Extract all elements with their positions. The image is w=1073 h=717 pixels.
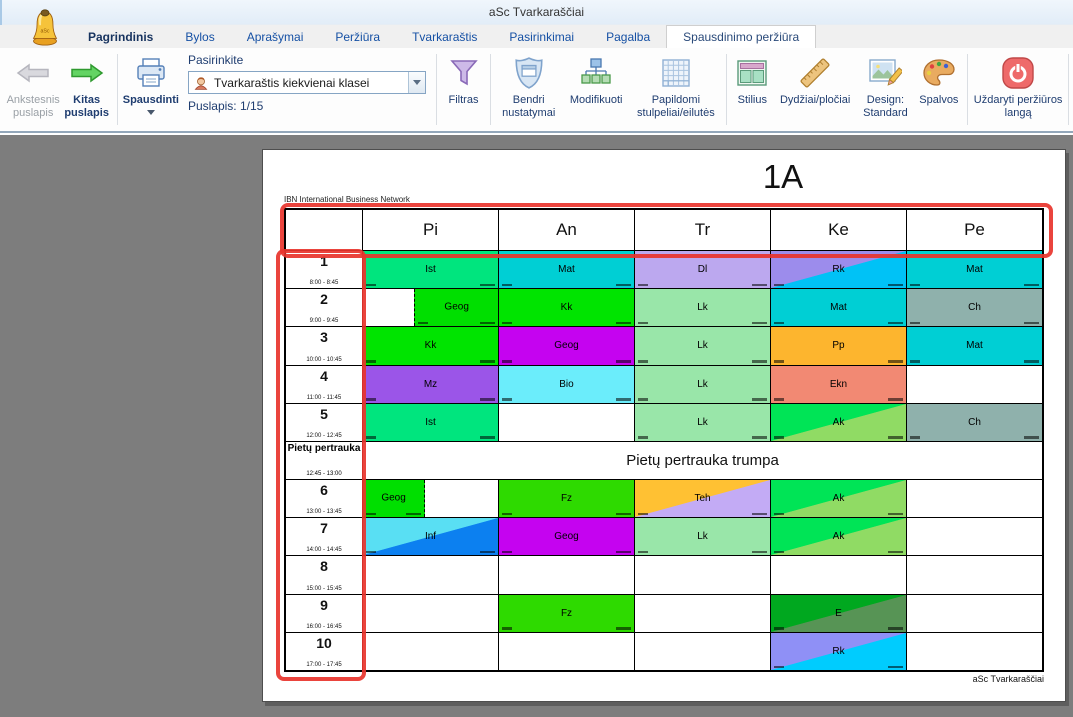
period-time: 17:00 - 17:45 <box>306 662 342 668</box>
subject-label: Geog <box>554 340 579 352</box>
choose-label: Pasirinkite <box>187 53 244 67</box>
timetable-cell-bio <box>499 366 634 403</box>
cell-detail-text <box>366 436 376 439</box>
cell-detail-text <box>366 284 376 287</box>
timetable-cell-fz <box>499 480 634 517</box>
period-time: 14:00 - 14:45 <box>306 547 342 554</box>
cell-detail-text <box>774 551 784 554</box>
period-time: 12:00 - 12:45 <box>306 432 342 439</box>
shield-icon <box>513 55 545 91</box>
cell-detail-text <box>616 322 631 325</box>
cell-detail-text <box>1024 284 1039 287</box>
period-number: 1 <box>320 253 328 269</box>
cell-detail-text <box>910 360 920 363</box>
cell-detail-text <box>502 627 512 630</box>
design-button[interactable] <box>856 52 914 131</box>
cell-detail-text <box>752 436 767 439</box>
timetable-cell-empty <box>771 556 906 593</box>
svg-text:aSc: aSc <box>40 28 50 35</box>
person-icon <box>193 75 209 91</box>
report-select-arrow-button[interactable] <box>408 72 425 93</box>
period-number: 10 <box>316 634 332 651</box>
timetable-cell-teh <box>635 480 770 517</box>
subject-label: E <box>835 607 842 619</box>
timetable-cell-ak <box>771 404 906 441</box>
tab-pagrindinis[interactable]: Pagrindinis <box>88 30 154 44</box>
print-label: Spausdinti <box>122 94 179 106</box>
period-number: 5 <box>320 405 328 422</box>
cell-detail-text <box>1024 436 1039 439</box>
period-time: 15:00 - 15:45 <box>306 585 342 592</box>
subject-label: Fz <box>560 493 573 505</box>
window-title: aSc Tvarkaraščiai <box>488 5 585 19</box>
cell-detail-text <box>502 398 512 401</box>
cell-detail-text <box>638 284 648 287</box>
cell-detail-text <box>502 551 512 554</box>
tab-peržiūra[interactable]: Peržiūra <box>335 30 381 44</box>
colors-label: Spalvos <box>919 94 959 106</box>
timetable-cell-lk <box>635 518 770 555</box>
timetable-cell-empty <box>907 556 1042 593</box>
cell-detail-text <box>480 360 495 363</box>
ribbon-tab-bar <box>0 25 1073 48</box>
timetable-cell-empty <box>907 595 1042 632</box>
timetable-cell-empty <box>363 633 498 670</box>
subject-label: Geog <box>554 531 579 543</box>
timetable-cell-rk <box>771 633 906 670</box>
timetable-cell-empty <box>363 595 498 632</box>
timetable-cell-mat <box>771 289 906 326</box>
filter-button[interactable] <box>441 52 486 131</box>
arrow-right-icon <box>68 55 106 91</box>
period-time: 11:00 - 11:45 <box>306 394 342 401</box>
cell-detail-text <box>774 322 784 325</box>
timetable-cell-geog <box>499 327 634 364</box>
cell-detail-text <box>502 284 512 287</box>
half-cell <box>363 480 425 517</box>
next-page-button[interactable] <box>60 52 113 131</box>
day-header-pi: Pi <box>363 210 498 250</box>
subject-label: Ekn <box>829 378 848 390</box>
ribbon-separator <box>1068 54 1069 125</box>
subject-label: Ak <box>832 493 845 505</box>
timetable-cell-empty <box>499 556 634 593</box>
timetable-cell-empty <box>907 480 1042 517</box>
cell-detail-text <box>480 436 495 439</box>
cell-detail-text <box>502 360 512 363</box>
cell-detail-text <box>888 436 903 439</box>
subject-label: Kk <box>424 340 437 352</box>
timetable-cell-empty <box>499 633 634 670</box>
cell-detail-text <box>774 436 784 439</box>
cell-detail-text <box>752 513 767 516</box>
report-select-value: Tvarkaraštis kiekvienai klasei <box>213 75 370 90</box>
timetable-cell-ch <box>907 404 1042 441</box>
subject-label: Mz <box>423 378 438 390</box>
subject-label: Lk <box>697 302 708 314</box>
subject-label: Fz <box>560 607 573 619</box>
lunch-label: Pietų pertrauka <box>287 442 361 454</box>
school-name: IBN International Business Network <box>284 195 410 204</box>
colors-button[interactable] <box>915 52 964 131</box>
close-preview-label: Uždaryti peržiūros langą <box>973 94 1063 119</box>
sizes-label: Dydžiai/pločiai <box>779 94 851 106</box>
cell-detail-text <box>752 284 767 287</box>
extra-columns-label: Papildomi stulpeliai/eilutės <box>637 94 715 119</box>
arrow-left-icon <box>14 55 52 91</box>
timetable-cell-empty <box>635 595 770 632</box>
cell-detail-text <box>616 513 631 516</box>
palette-icon <box>922 55 956 91</box>
cell-detail-text <box>888 398 903 401</box>
ribbon-separator <box>490 54 491 125</box>
timetable-cell-pp <box>771 327 906 364</box>
power-icon <box>1001 55 1035 91</box>
print-dropdown-caret[interactable] <box>147 110 155 115</box>
tab-spausdinimo-peržiūra[interactable]: Spausdinimo peržiūra <box>666 25 816 48</box>
cell-detail-text <box>480 284 495 287</box>
filter-label: Filtras <box>448 94 479 106</box>
period-number: 8 <box>320 558 328 575</box>
page-indicator: Puslapis: 1/15 <box>187 99 264 113</box>
timetable-cell-e <box>771 595 906 632</box>
extra-columns-button[interactable] <box>630 52 722 131</box>
subject-label: Mat <box>966 264 983 276</box>
cell-detail-text <box>888 513 903 516</box>
cell-detail-text <box>888 322 903 325</box>
cell-detail-text <box>1024 322 1039 325</box>
timetable <box>284 208 1044 672</box>
subject-label: Inf <box>424 531 437 543</box>
period-number: 3 <box>320 329 328 346</box>
cell-detail-text <box>910 284 920 287</box>
preview-footer: aSc Tvarkaraščiai <box>972 674 1044 684</box>
modify-button[interactable] <box>562 52 630 131</box>
cell-detail-text <box>774 360 784 363</box>
cell-detail-text <box>480 551 495 554</box>
subject-label: Kk <box>560 302 573 314</box>
period-number: 9 <box>320 596 328 613</box>
subject-label: Rk <box>832 264 845 276</box>
lunch-row: Pietų pertrauka trumpa <box>363 442 1042 479</box>
layout-icon <box>736 55 768 91</box>
cell-detail-text <box>638 322 648 325</box>
period-time: 9:00 - 9:45 <box>309 318 339 325</box>
day-header-pe: Pe <box>907 210 1042 250</box>
subject-label: Lk <box>697 416 708 428</box>
subject-label: Ak <box>832 531 845 543</box>
style-button[interactable] <box>731 52 774 131</box>
period-number: 6 <box>320 482 328 499</box>
cell-detail-text <box>888 284 903 287</box>
period-number: 7 <box>320 520 328 537</box>
design-label: Design: Standard <box>863 94 908 119</box>
day-header-ke: Ke <box>771 210 906 250</box>
ribbon-toolbar <box>0 48 1073 133</box>
ribbon-separator <box>967 54 968 125</box>
day-header-tr: Tr <box>635 210 770 250</box>
previous-page-button[interactable] <box>6 52 60 131</box>
cell-detail-text <box>616 284 631 287</box>
subject-label: Ak <box>832 416 845 428</box>
timetable-cell-lk <box>635 289 770 326</box>
timetable-cell-empty <box>635 633 770 670</box>
subject-label: Lk <box>697 340 708 352</box>
cell-detail-text <box>366 513 376 516</box>
print-button[interactable] <box>122 52 180 131</box>
ribbon-separator <box>726 54 727 125</box>
cell-detail-text <box>418 322 428 325</box>
timetable-cell-mz <box>363 366 498 403</box>
subject-label: Pp <box>832 340 845 352</box>
cell-detail-text <box>502 322 512 325</box>
timetable-cell-empty <box>499 404 634 441</box>
cell-detail-text <box>616 360 631 363</box>
period-number: 4 <box>320 367 328 384</box>
timetable-cell-empty <box>635 556 770 593</box>
cell-detail-text <box>888 627 903 630</box>
next-page-label: Kitas puslapis <box>64 94 109 119</box>
timetable-cell-lk <box>635 366 770 403</box>
funnel-icon <box>449 55 479 91</box>
timetable-cell-ch <box>907 289 1042 326</box>
day-header-an: An <box>499 210 634 250</box>
general-settings-label: Bendri nustatymai <box>502 94 556 119</box>
cell-detail-text <box>638 513 648 516</box>
report-select-group <box>180 52 432 131</box>
subject-label: Geog <box>381 492 406 504</box>
cell-detail-text <box>502 513 512 516</box>
printer-icon <box>134 55 168 91</box>
annotation-header-row <box>280 203 1053 258</box>
period-time: 8:00 - 8:45 <box>309 280 339 287</box>
tab-aprašymai[interactable]: Aprašymai <box>246 30 304 44</box>
subject-label: Lk <box>697 531 708 543</box>
cell-detail-text <box>774 627 784 630</box>
timetable-cell-geog <box>363 480 498 517</box>
subject-label: Bio <box>559 378 574 390</box>
subject-label: Dl <box>697 264 708 276</box>
sizes-button[interactable] <box>774 52 857 131</box>
cell-detail-text <box>480 398 495 401</box>
subject-label: Mat <box>558 264 575 276</box>
cell-detail-text <box>752 551 767 554</box>
cell-detail-text <box>616 627 631 630</box>
subject-label: Ist <box>425 264 436 276</box>
cell-detail-text <box>774 513 784 516</box>
timetable-cell-geog <box>363 289 498 326</box>
modify-label: Modifikuoti <box>569 94 623 106</box>
timetable-cell-ist <box>363 404 498 441</box>
subject-label: Lk <box>697 378 708 390</box>
cell-detail-text <box>480 322 495 325</box>
period-number: 2 <box>320 291 328 308</box>
period-time: 13:00 - 13:45 <box>306 509 342 516</box>
subject-label: Mat <box>966 340 983 352</box>
cell-detail-text <box>638 551 648 554</box>
cell-detail-text <box>752 360 767 363</box>
cell-detail-text <box>366 551 376 554</box>
cell-detail-text <box>366 360 376 363</box>
cell-detail-text <box>888 551 903 554</box>
timetable-cell-empty <box>907 633 1042 670</box>
timetable-cell-fz <box>499 595 634 632</box>
subject-label: Teh <box>694 493 711 505</box>
timetable-cell-geog <box>499 518 634 555</box>
cell-detail-text <box>774 284 784 287</box>
tab-bylos[interactable]: Bylos <box>185 30 215 44</box>
subject-label: Ch <box>968 416 981 428</box>
ribbon-separator <box>117 54 118 125</box>
timetable-cell-lk <box>635 404 770 441</box>
cell-detail-text <box>638 398 648 401</box>
cell-detail-text <box>638 436 648 439</box>
previous-page-label: Ankstesnis puslapis <box>6 94 60 119</box>
cell-detail-text <box>752 322 767 325</box>
cell-detail-text <box>888 666 903 669</box>
cell-detail-text <box>910 322 920 325</box>
subject-label: Geog <box>444 301 469 313</box>
title-bar <box>0 0 1073 25</box>
timetable-cell-ekn <box>771 366 906 403</box>
cell-detail-text <box>406 513 421 516</box>
cell-detail-text <box>616 551 631 554</box>
grid-icon <box>660 55 692 91</box>
report-select[interactable] <box>188 71 426 94</box>
timetable-cell-inf <box>363 518 498 555</box>
timetable-cell-empty <box>363 556 498 593</box>
org-chart-icon <box>579 55 613 91</box>
cell-detail-text <box>366 398 376 401</box>
tab-tvarkaraštis[interactable]: Tvarkaraštis <box>412 30 478 44</box>
timetable-cell-ak <box>771 518 906 555</box>
timetable-cell-kk <box>499 289 634 326</box>
timetable-cell-ak <box>771 480 906 517</box>
picture-pencil-icon <box>868 55 902 91</box>
tab-pasirinkimai[interactable]: Pasirinkimai <box>509 30 575 44</box>
preview-area <box>0 135 1073 717</box>
subject-label: Rk <box>832 645 845 657</box>
subject-label: Ist <box>425 416 436 428</box>
close-preview-button[interactable] <box>972 52 1064 131</box>
bell-icon[interactable] <box>30 7 60 47</box>
chevron-down-icon <box>413 80 421 85</box>
timetable-cell-lk <box>635 327 770 364</box>
ruler-icon <box>798 55 832 91</box>
timetable-cell-kk <box>363 327 498 364</box>
general-settings-button[interactable] <box>495 52 563 131</box>
period-time: 10:00 - 10:45 <box>306 356 342 363</box>
timetable-cell-mat <box>907 327 1042 364</box>
annotation-period-column <box>276 249 366 681</box>
cell-detail-text <box>774 398 784 401</box>
cell-detail-text <box>616 398 631 401</box>
timetable-cell-empty <box>907 366 1042 403</box>
cell-detail-text <box>752 398 767 401</box>
cell-detail-text <box>638 360 648 363</box>
cell-detail-text <box>910 436 920 439</box>
lunch-time: 12:45 - 13:00 <box>306 471 342 478</box>
period-time: 16:00 - 16:45 <box>306 623 342 630</box>
subject-label: Ch <box>968 302 981 314</box>
half-cell <box>414 289 498 326</box>
tab-pagalba[interactable]: Pagalba <box>606 30 651 44</box>
style-label: Stilius <box>737 94 767 106</box>
subject-label: Mat <box>830 302 847 314</box>
cell-detail-text <box>774 666 784 669</box>
class-title: 1A <box>762 158 804 195</box>
cell-detail-text <box>888 360 903 363</box>
timetable-cell-empty <box>907 518 1042 555</box>
cell-detail-text <box>1024 360 1039 363</box>
ribbon-separator <box>436 54 437 125</box>
